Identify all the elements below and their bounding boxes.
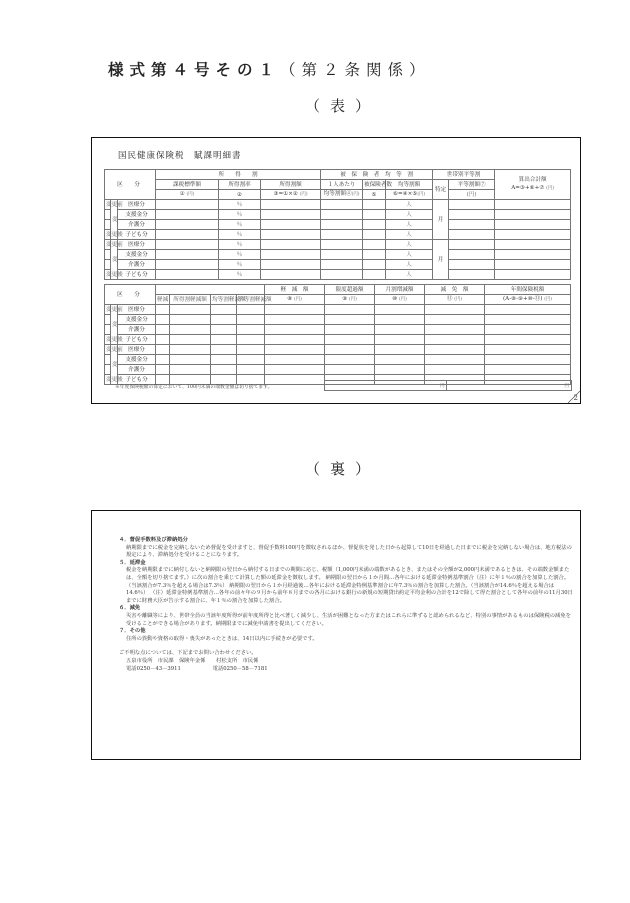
front-frame	[91, 137, 581, 404]
category-support: 支援金分	[118, 355, 156, 365]
table-row	[105, 315, 571, 325]
equal-amount-sub	[386, 190, 433, 200]
section-body: 災害や離職等により、世帯全員の当該年度所得が前年度所得と比べ著しく減少し、生活が困難となった方またはこれらに準ずると認められるなど、特別の事情があるものは保険税の減免を受けることができる場合があります。納期限までに減免申請書を提出してください。	[126, 612, 571, 627]
flat-header: 平等割額⑦	[449, 180, 495, 190]
household-group-header: 世帯別平等割	[433, 170, 495, 180]
category-medical: 医療分	[118, 345, 156, 355]
check-area-header	[156, 285, 265, 295]
check-header-flat: 平等割軽減額	[238, 296, 272, 303]
back-notes	[119, 537, 574, 673]
special-header: 特定	[433, 180, 449, 200]
amount-sub	[261, 190, 321, 200]
table-row	[105, 335, 571, 345]
section-other	[119, 628, 574, 643]
unit-percent: ％	[219, 270, 261, 280]
flat-sub: (円)	[449, 190, 495, 200]
base-header: 課税標準額	[156, 180, 219, 190]
side-label-before: 変更前	[106, 346, 123, 353]
side-label-before: 変更前	[106, 241, 123, 248]
rounding-note: ※年度保険税額の算定において、100円未満の端数金額は切り捨てます。	[115, 385, 273, 390]
unit-yen: (円)	[349, 297, 357, 302]
count-sub: ⑤	[363, 190, 386, 200]
limit-header: 限度超過額	[325, 285, 375, 295]
per-person-header: １人あたり	[321, 180, 363, 190]
table-row	[105, 355, 571, 365]
section-label: 区 分	[105, 285, 156, 305]
section-heading: ４．督促手数料及び滞納処分	[119, 537, 188, 543]
category-support: 支援金分	[118, 250, 156, 260]
equal-amount-header: 均等割額	[386, 180, 433, 190]
unit-person: 人	[386, 230, 433, 240]
total-header	[495, 170, 571, 200]
category-children: 子ども分	[118, 335, 156, 345]
monthly-index: ⑩	[392, 296, 398, 302]
side-label-after: 変更後	[106, 231, 123, 238]
reduction-header: 軽 減 額	[265, 285, 325, 295]
table-row	[105, 345, 571, 355]
exemption-header: 減 免 額	[425, 285, 485, 295]
table-row	[105, 210, 571, 220]
table-row	[105, 305, 571, 315]
category-support: 支援金分	[118, 210, 156, 220]
section-delinquency	[119, 537, 574, 560]
limit-sub	[325, 295, 375, 305]
back-frame	[91, 510, 581, 760]
section-body: 住所の異動や資格の取得・喪失があったときは、14日以内に手続きが必要です。	[126, 635, 318, 642]
contact-phones: 電話0250－43－3911 電話0250－58－7181	[126, 665, 268, 672]
side-label-before: 変更前	[106, 201, 123, 208]
section-exemption	[119, 605, 574, 628]
unit-person: 人	[386, 210, 433, 220]
section-late-fee	[119, 560, 574, 606]
document-title: 国民健康保険税 賦課明細書	[118, 151, 242, 161]
table-row	[105, 250, 571, 260]
annual-sub	[485, 295, 571, 305]
side-label-change: 変	[111, 200, 118, 240]
section-heading: ６．減免	[119, 605, 141, 612]
exemption-sub	[425, 295, 485, 305]
annual-header: 年間保険税額	[485, 285, 571, 295]
back-heading: （裏）	[305, 460, 381, 478]
unit-person: 人	[386, 240, 433, 250]
table-row	[105, 200, 571, 210]
contact-offices: 五泉市役所 市民課 保険年金係 村松支所 市民係	[126, 657, 259, 664]
unit-yen: (円)	[351, 192, 360, 197]
table-row	[105, 270, 571, 280]
page-number: 2	[573, 394, 578, 402]
unit-yen: 円	[564, 384, 569, 389]
unit-person: 人	[386, 200, 433, 210]
category-medical: 医療分	[118, 305, 156, 315]
unit-percent: ％	[219, 250, 261, 260]
exemption-index: ⑪	[446, 296, 453, 302]
category-support: 支援金分	[118, 315, 156, 325]
month-label: 月	[433, 240, 449, 280]
front-heading: （表）	[305, 97, 381, 115]
monthly-sub	[375, 295, 425, 305]
amount-header: 所得割額	[261, 180, 321, 190]
income-group-header: 所 得 割	[156, 170, 321, 180]
table-row	[105, 325, 571, 335]
category-care: 介護分	[118, 325, 156, 335]
unit-yen: 円	[440, 384, 445, 389]
unit-yen: (円)	[544, 297, 553, 302]
unit-yen: (円)	[294, 297, 302, 302]
total-formula: A=③+⑥+⑦	[511, 185, 545, 191]
table-row	[105, 220, 571, 230]
unit-percent: ％	[219, 220, 261, 230]
side-label-after: 変更後	[106, 271, 123, 278]
category-care: 介護分	[118, 365, 156, 375]
contact-intro: ご不明な点については、下記までお問い合わせください。	[119, 650, 257, 657]
section-heading: ５．延滞金	[119, 559, 146, 566]
unit-person: 人	[386, 270, 433, 280]
per-person-sub	[321, 190, 363, 200]
side-label-after: 変更後	[106, 336, 123, 343]
unit-yen: (円)	[399, 297, 407, 302]
base-sub	[156, 190, 219, 200]
assessment-table	[104, 169, 571, 280]
form-number: 様式第４号その１	[108, 60, 281, 79]
unit-percent: ％	[219, 230, 261, 240]
monthly-header: 月割増減額	[375, 285, 425, 295]
reduction-index: ⑧	[287, 296, 293, 302]
unit-person: 人	[386, 220, 433, 230]
section-body: 税金を納期限までに納付しないと納期限の翌日から納付する日までの期間に応じ、税額（1,000円未満の端数があるとき、またはその全額が2,000円未満であるときは、その端数金額または、全額を切り捨てます。）に次の割合を乗じて計算した額の延滞金を徴収します。 納期限の翌日から１か月間…各年における延滞金特例基準割合（注）に年１％の割合を加算した割合。（当該割合が7.3％を超える場合は7.3％） 納期限の翌日から１か月経過後…各年における延滞金特例基準割合に年7.3％の割合を加算した割合。（当該割合が14.6％を超える場合は14.6％） （注）延滞金特例基準割合…各年の前々年の９月から前年８月までの各月における銀行の新規の短期貸出約定平均金利の合計を12で除して得た割合として各年の前年の11月30日までに財務大臣が告示する割合に、年１％の割合を加算した割合。	[126, 567, 573, 604]
amount-formula: ③=①×②	[273, 191, 298, 197]
reduction-table	[104, 284, 571, 385]
unit-percent: ％	[219, 260, 261, 270]
month-label: 月	[433, 200, 449, 240]
rate-header: 所得割率	[219, 180, 261, 190]
unit-yen: (円)	[454, 297, 463, 302]
total-box	[324, 380, 572, 391]
section-label: 区 分	[105, 170, 156, 200]
reduction-sub	[265, 295, 325, 305]
base-index: ①	[179, 191, 185, 197]
category-children: 子ども分	[118, 270, 156, 280]
category-care: 介護分	[118, 220, 156, 230]
table-row	[105, 230, 571, 240]
equal-amount-formula: ⑥=④×⑤	[392, 191, 418, 197]
unit-yen: (円)	[186, 192, 195, 197]
side-label-change: 変	[111, 240, 118, 280]
section-body: 納期限までに税金を完納しないため督促を受けますと、督促手数料100円を徴収されるほか、督促状を発した日から起算して10日を経過した日までに税金を完納しない場合は、地方税法の規定により、滞納処分を受けることになります。	[126, 544, 572, 559]
unit-percent: ％	[219, 210, 261, 220]
rate-sub: ②	[219, 190, 261, 200]
section-heading: ７．その他	[119, 628, 146, 635]
side-label-before: 変更前	[106, 306, 123, 313]
category-medical: 医療分	[118, 240, 156, 250]
category-medical: 医療分	[118, 200, 156, 210]
annual-formula: (A-⑧-⑨+⑩-⑪)	[503, 296, 543, 302]
unit-yen: (円)	[417, 192, 426, 197]
per-person-index: 均等割額④	[323, 191, 352, 197]
category-children: 子ども分	[118, 375, 156, 385]
check-header-income: 所得割軽減額	[170, 295, 211, 305]
table-row	[105, 365, 571, 375]
unit-percent: ％	[219, 200, 261, 210]
insured-group-header: 被 保 険 者 均 等 割	[321, 170, 433, 180]
side-label-change: 変	[111, 305, 118, 345]
limit-index: ⑨	[342, 296, 348, 302]
check-header-equal: 均等割軽減額	[212, 296, 246, 303]
check-header-reduction: 軽減	[157, 296, 169, 303]
table-row	[105, 260, 571, 270]
side-label-after: 変更後	[106, 376, 123, 383]
side-label-change: 変	[111, 345, 118, 385]
form-title	[108, 58, 431, 80]
form-subtitle: （第２条関係）	[280, 61, 431, 79]
unit-yen: (円)	[546, 186, 554, 191]
unit-person: 人	[386, 250, 433, 260]
category-care: 介護分	[118, 260, 156, 270]
unit-yen: (円)	[299, 192, 308, 197]
table-row	[105, 240, 571, 250]
total-label: 算出合計額	[518, 177, 547, 183]
unit-percent: ％	[219, 240, 261, 250]
category-children: 子ども分	[118, 230, 156, 240]
count-header: 被保険者数	[364, 181, 393, 188]
unit-person: 人	[386, 260, 433, 270]
